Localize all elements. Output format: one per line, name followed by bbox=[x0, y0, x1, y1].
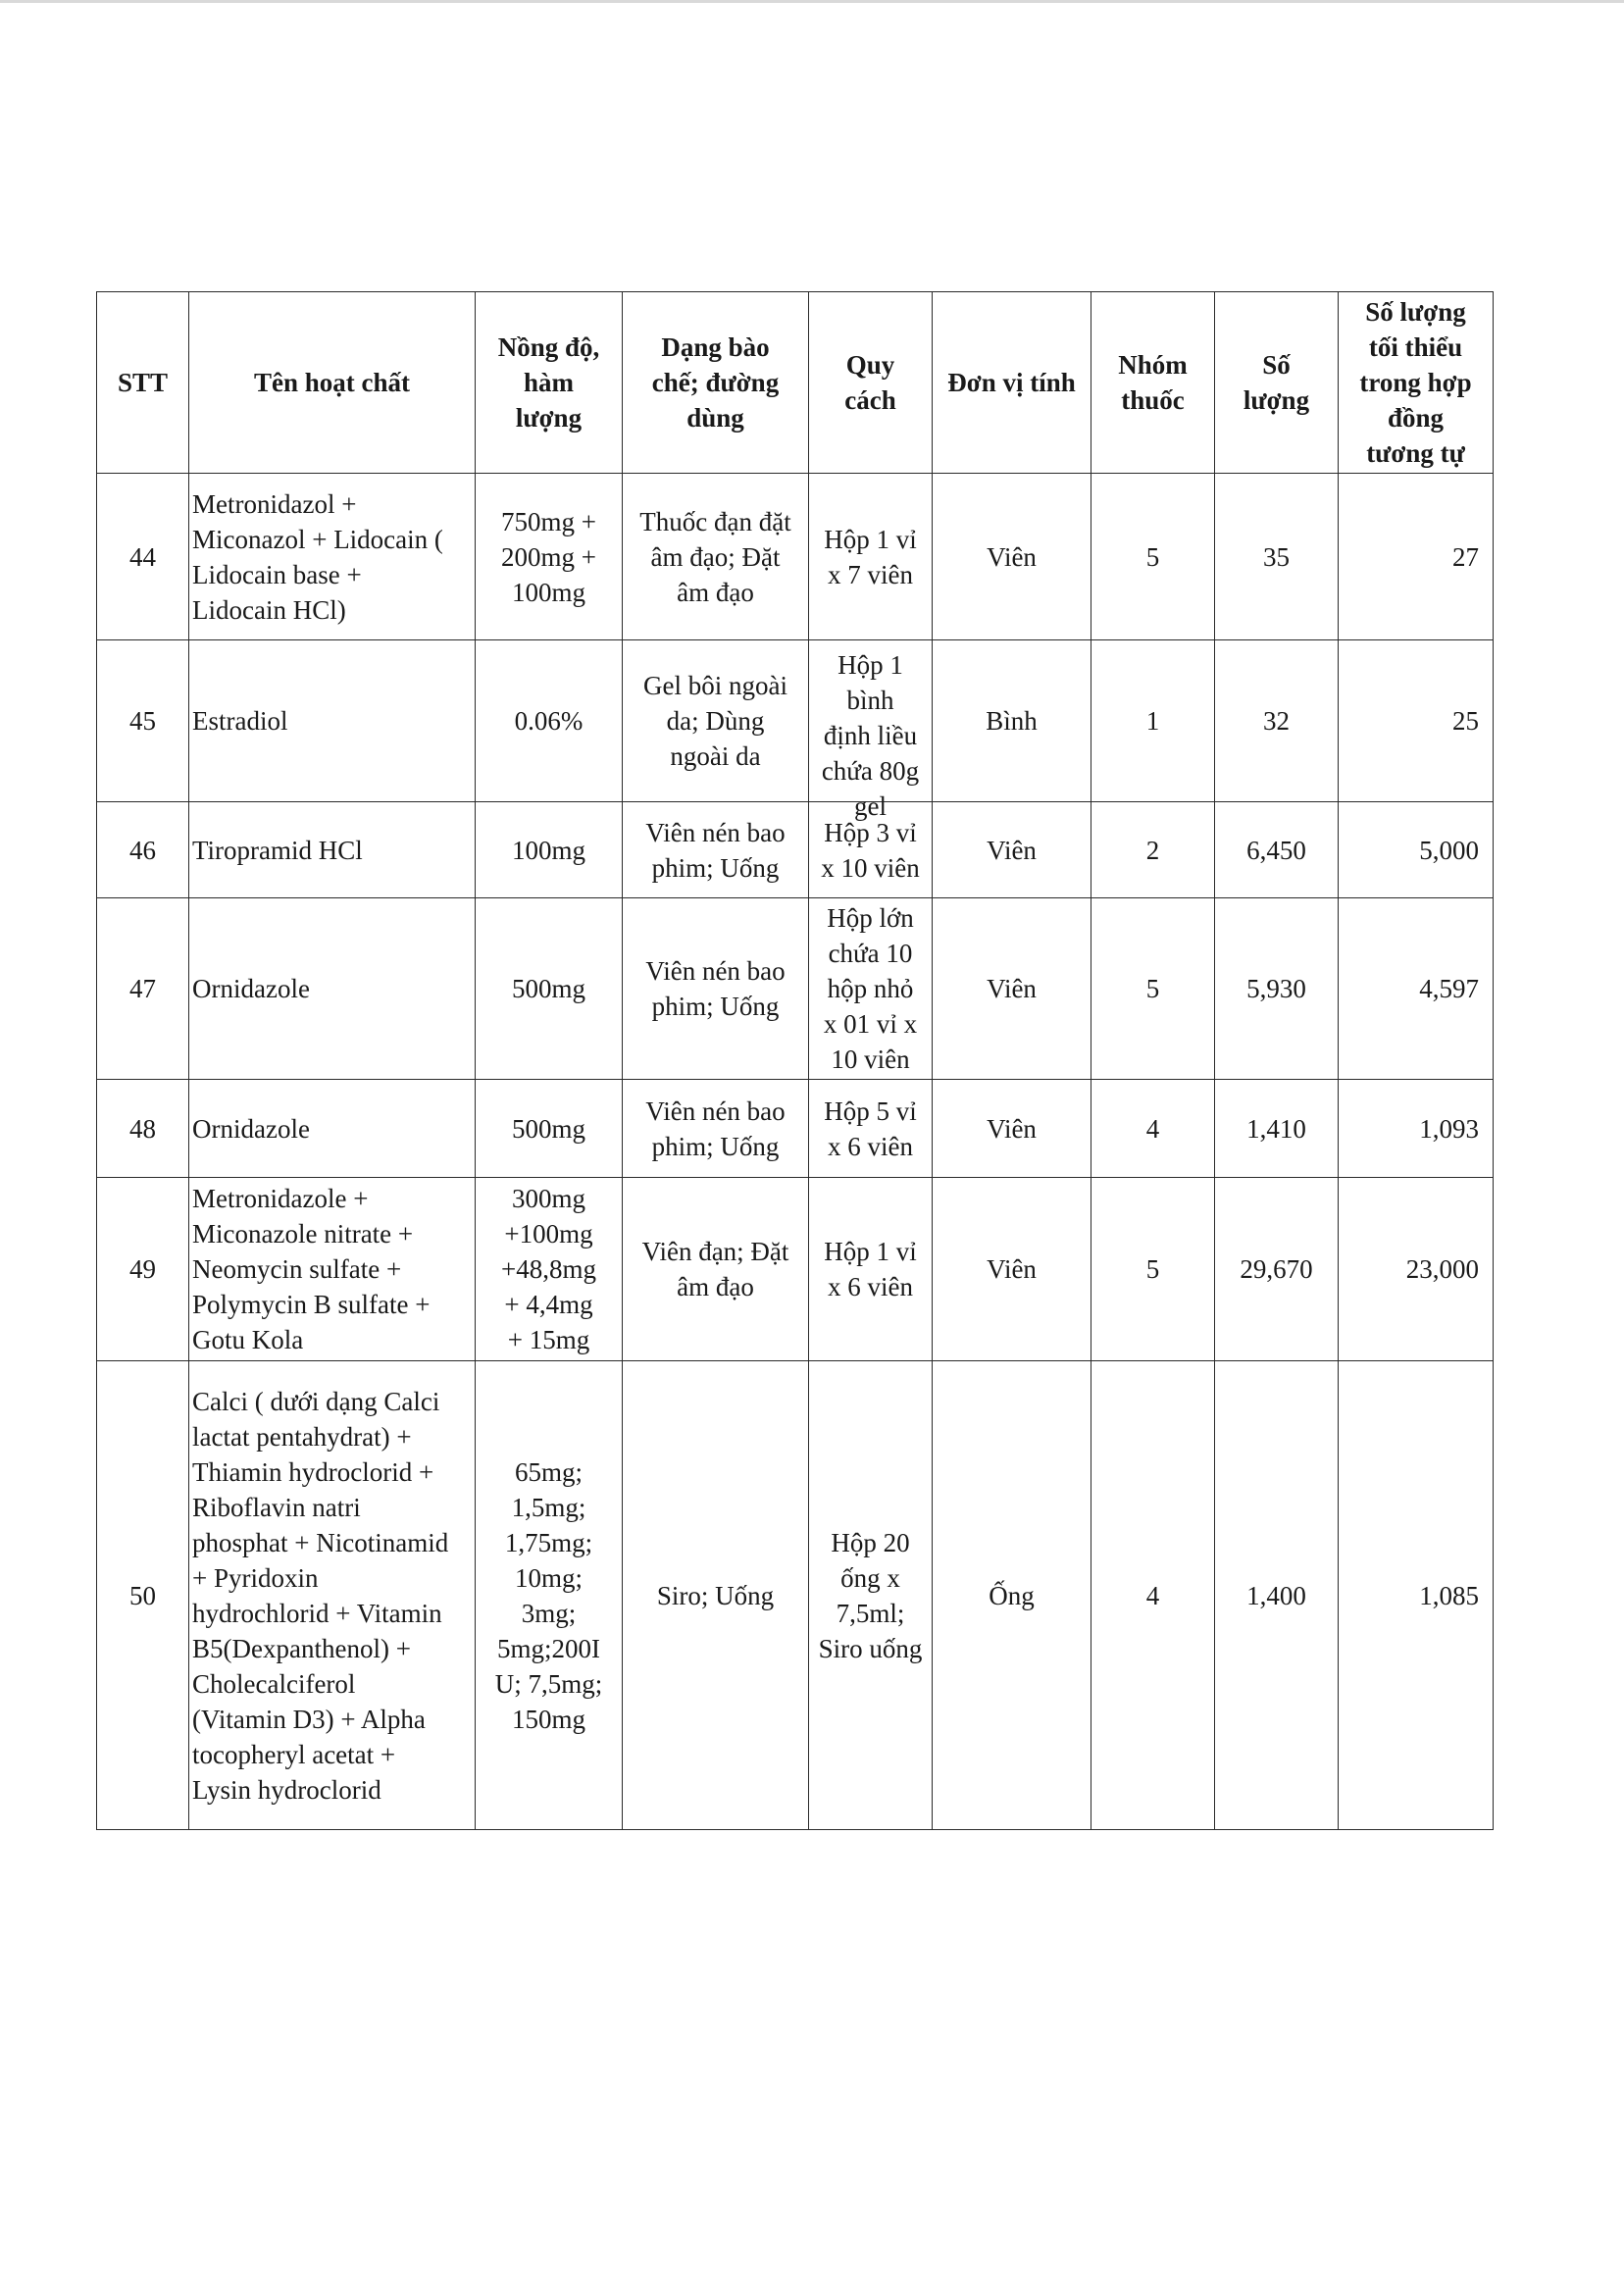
cell-ten-hoat-chat bbox=[189, 640, 476, 802]
cell-stt-text: 46 bbox=[129, 835, 156, 865]
cell-so-luong-toi-thieu bbox=[1339, 640, 1494, 802]
cell-ten-hoat-chat bbox=[189, 474, 476, 640]
cell-so-luong bbox=[1215, 1178, 1339, 1361]
header-don-vi-tinh: Đơn vị tính bbox=[933, 292, 1091, 474]
cell-nong-do bbox=[476, 474, 623, 640]
cell-dang-bao-che bbox=[623, 1080, 809, 1178]
cell-don-vi-tinh-text: Bình bbox=[986, 706, 1038, 736]
cell-don-vi-tinh bbox=[933, 640, 1091, 802]
cell-don-vi-tinh-text: Viên bbox=[987, 541, 1037, 572]
cell-nong-do-text: 0.06% bbox=[514, 706, 584, 736]
cell-ten-hoat-chat-text: Metronidazol + Miconazol + Lidocain ( Lidocain base + Lidocain HCl) bbox=[192, 488, 443, 625]
cell-so-luong-text: 1,400 bbox=[1246, 1580, 1306, 1610]
cell-stt-text: 45 bbox=[129, 706, 156, 736]
table-row bbox=[97, 640, 1494, 802]
cell-so-luong-toi-thieu-text: 27 bbox=[1452, 541, 1479, 572]
cell-stt-text: 49 bbox=[129, 1254, 156, 1284]
cell-ten-hoat-chat-text: Ornidazole bbox=[192, 1113, 310, 1144]
cell-dang-bao-che-text: Gel bôi ngoài da; Dùng ngoài da bbox=[643, 671, 787, 771]
cell-so-luong bbox=[1215, 802, 1339, 898]
cell-stt bbox=[97, 640, 189, 802]
cell-dang-bao-che-text: Viên nén bao phim; Uống bbox=[645, 956, 786, 1021]
scan-edge-line bbox=[0, 0, 1624, 3]
cell-quy-cach-text: Hộp 5 vỉ x 6 viên bbox=[824, 1096, 917, 1161]
cell-so-luong-toi-thieu bbox=[1339, 1361, 1494, 1830]
cell-nong-do bbox=[476, 640, 623, 802]
cell-nong-do bbox=[476, 802, 623, 898]
cell-dang-bao-che-text: Thuốc đạn đặt âm đạo; Đặt âm đạo bbox=[639, 506, 791, 607]
cell-so-luong-toi-thieu-text: 5,000 bbox=[1419, 835, 1479, 865]
header-ten-hoat-chat: Tên hoạt chất bbox=[189, 292, 476, 474]
cell-don-vi-tinh bbox=[933, 1361, 1091, 1830]
table-row bbox=[97, 802, 1494, 898]
cell-ten-hoat-chat bbox=[189, 802, 476, 898]
cell-don-vi-tinh-text: Viên bbox=[987, 974, 1037, 1003]
cell-nhom-thuoc-text: 2 bbox=[1145, 835, 1160, 865]
header-quy-cach: Quy cách bbox=[809, 292, 933, 474]
cell-don-vi-tinh bbox=[933, 802, 1091, 898]
cell-quy-cach bbox=[809, 802, 933, 898]
cell-ten-hoat-chat bbox=[189, 1080, 476, 1178]
cell-nhom-thuoc bbox=[1091, 474, 1215, 640]
cell-quy-cach-text: Hộp 1 vỉ x 6 viên bbox=[824, 1237, 917, 1301]
cell-stt bbox=[97, 1080, 189, 1178]
cell-nhom-thuoc-text: 5 bbox=[1145, 1254, 1160, 1284]
cell-quy-cach bbox=[809, 474, 933, 640]
cell-nhom-thuoc bbox=[1091, 1361, 1215, 1830]
cell-nong-do bbox=[476, 898, 623, 1080]
cell-ten-hoat-chat bbox=[189, 898, 476, 1080]
cell-quy-cach-text: Hộp 1 vỉ x 7 viên bbox=[824, 524, 917, 589]
cell-nhom-thuoc bbox=[1091, 802, 1215, 898]
cell-ten-hoat-chat bbox=[189, 1361, 476, 1830]
header-stt: STT bbox=[97, 292, 189, 474]
cell-quy-cach-text: Hộp 3 vỉ x 10 viên bbox=[821, 817, 920, 883]
cell-dang-bao-che bbox=[623, 898, 809, 1080]
cell-nhom-thuoc bbox=[1091, 1080, 1215, 1178]
drug-list-table-container bbox=[96, 291, 1493, 1830]
cell-so-luong-text: 35 bbox=[1263, 541, 1290, 572]
cell-ten-hoat-chat-text: Metronidazole + Miconazole nitrate + Neomycin sulfate + Polymycin B sulfate + Gotu Kola bbox=[192, 1184, 431, 1354]
table-row bbox=[97, 898, 1494, 1080]
cell-nhom-thuoc bbox=[1091, 640, 1215, 802]
cell-nhom-thuoc bbox=[1091, 1178, 1215, 1361]
cell-quy-cach-text: Hộp 20 ống x 7,5ml; Siro uống bbox=[818, 1527, 923, 1663]
cell-so-luong-toi-thieu bbox=[1339, 802, 1494, 898]
cell-dang-bao-che-text: Viên nén bao phim; Uống bbox=[645, 1096, 786, 1161]
cell-so-luong-toi-thieu-text: 25 bbox=[1452, 706, 1479, 736]
cell-nong-do-text: 750mg + 200mg + 100mg bbox=[501, 506, 596, 607]
table-row bbox=[97, 1178, 1494, 1361]
table-header-row bbox=[97, 292, 1494, 474]
cell-quy-cach bbox=[809, 640, 933, 821]
cell-nong-do-text: 500mg bbox=[511, 974, 585, 1003]
cell-nhom-thuoc-text: 1 bbox=[1145, 706, 1160, 736]
cell-don-vi-tinh-text: Viên bbox=[987, 1254, 1037, 1284]
cell-so-luong-toi-thieu bbox=[1339, 1178, 1494, 1361]
cell-so-luong-text: 32 bbox=[1263, 706, 1290, 736]
cell-quy-cach-text: Hộp 1 bình định liều chứa 80g gel bbox=[821, 650, 920, 821]
cell-nhom-thuoc-text: 4 bbox=[1145, 1580, 1160, 1610]
header-nong-do: Nồng độ, hàm lượng bbox=[476, 292, 623, 474]
cell-so-luong bbox=[1215, 1361, 1339, 1830]
cell-so-luong bbox=[1215, 474, 1339, 640]
cell-nong-do-text: 300mg +100mg +48,8mg + 4,4mg + 15mg bbox=[501, 1184, 596, 1354]
cell-ten-hoat-chat-text: Ornidazole bbox=[192, 974, 310, 1003]
table-row bbox=[97, 1361, 1494, 1830]
cell-nhom-thuoc bbox=[1091, 898, 1215, 1080]
cell-dang-bao-che-text: Viên đạn; Đặt âm đạo bbox=[641, 1237, 789, 1301]
cell-ten-hoat-chat-text: Calci ( dưới dạng Calci lactat pentahydrat) + Thiamin hydroclorid + Riboflavin natri phosphat + Nicotinamid + Pyridoxin hydrochlorid + Vitamin B5(Dexpanthenol) + Cholecalciferol (Vitamin D3) + Alpha tocopheryl acetat + Lysin hydroclorid bbox=[192, 1386, 449, 1805]
cell-nong-do-text: 100mg bbox=[511, 835, 585, 865]
cell-nhom-thuoc-text: 5 bbox=[1145, 974, 1160, 1003]
cell-don-vi-tinh-text: Ống bbox=[989, 1580, 1035, 1610]
header-so-luong: Số lượng bbox=[1215, 292, 1339, 474]
header-nhom-thuoc: Nhóm thuốc bbox=[1091, 292, 1215, 474]
cell-dang-bao-che bbox=[623, 802, 809, 898]
cell-don-vi-tinh bbox=[933, 1178, 1091, 1361]
cell-so-luong-toi-thieu bbox=[1339, 474, 1494, 640]
cell-so-luong-text: 29,670 bbox=[1240, 1254, 1313, 1284]
cell-so-luong-text: 5,930 bbox=[1246, 974, 1306, 1003]
cell-stt bbox=[97, 802, 189, 898]
cell-dang-bao-che bbox=[623, 640, 809, 802]
cell-stt bbox=[97, 474, 189, 640]
cell-stt bbox=[97, 898, 189, 1080]
table-row bbox=[97, 474, 1494, 640]
table-body bbox=[97, 474, 1494, 1830]
cell-stt-text: 44 bbox=[129, 541, 156, 572]
cell-so-luong-toi-thieu-text: 1,093 bbox=[1419, 1113, 1479, 1144]
cell-dang-bao-che bbox=[623, 1361, 809, 1830]
cell-quy-cach bbox=[809, 1178, 933, 1361]
cell-stt bbox=[97, 1361, 189, 1830]
table-row bbox=[97, 1080, 1494, 1178]
cell-quy-cach bbox=[809, 1080, 933, 1178]
cell-so-luong-text: 1,410 bbox=[1246, 1113, 1306, 1144]
cell-so-luong bbox=[1215, 898, 1339, 1080]
cell-dang-bao-che-text: Viên nén bao phim; Uống bbox=[645, 817, 786, 883]
cell-so-luong-toi-thieu bbox=[1339, 898, 1494, 1080]
cell-nong-do-text: 500mg bbox=[511, 1113, 585, 1144]
cell-so-luong-toi-thieu-text: 1,085 bbox=[1419, 1580, 1479, 1610]
cell-nong-do bbox=[476, 1178, 623, 1361]
cell-nong-do bbox=[476, 1361, 623, 1830]
cell-so-luong-toi-thieu-text: 4,597 bbox=[1419, 974, 1479, 1003]
header-so-luong-toi-thieu: Số lượng tối thiểu trong hợp đồng tương tự bbox=[1339, 292, 1494, 474]
cell-ten-hoat-chat-text: Tiropramid HCl bbox=[192, 835, 363, 865]
cell-quy-cach bbox=[809, 1361, 933, 1830]
header-dang-bao-che: Dạng bào chế; đường dùng bbox=[623, 292, 809, 474]
cell-dang-bao-che bbox=[623, 1178, 809, 1361]
cell-quy-cach bbox=[809, 898, 933, 1080]
cell-dang-bao-che bbox=[623, 474, 809, 640]
cell-don-vi-tinh bbox=[933, 1080, 1091, 1178]
cell-nong-do bbox=[476, 1080, 623, 1178]
cell-don-vi-tinh-text: Viên bbox=[987, 835, 1037, 865]
cell-quy-cach-clip bbox=[813, 647, 928, 821]
cell-so-luong bbox=[1215, 1080, 1339, 1178]
cell-so-luong-text: 6,450 bbox=[1246, 835, 1306, 865]
cell-so-luong-toi-thieu bbox=[1339, 1080, 1494, 1178]
cell-nhom-thuoc-text: 4 bbox=[1145, 1113, 1160, 1144]
cell-so-luong bbox=[1215, 640, 1339, 802]
cell-don-vi-tinh-text: Viên bbox=[987, 1113, 1037, 1144]
cell-dang-bao-che-text: Siro; Uống bbox=[656, 1580, 775, 1610]
cell-stt-text: 47 bbox=[129, 974, 156, 1003]
cell-nong-do-text: 65mg; 1,5mg; 1,75mg; 10mg; 3mg; 5mg;200I U; 7,5mg; 150mg bbox=[494, 1456, 603, 1734]
cell-ten-hoat-chat-text: Estradiol bbox=[192, 706, 288, 736]
drug-list-table bbox=[96, 291, 1494, 1830]
cell-stt-text: 48 bbox=[129, 1113, 156, 1144]
cell-ten-hoat-chat bbox=[189, 1178, 476, 1361]
cell-quy-cach-text: Hộp lớn chứa 10 hộp nhỏ x 01 vỉ x 10 viên bbox=[823, 903, 918, 1074]
cell-stt bbox=[97, 1178, 189, 1361]
cell-don-vi-tinh bbox=[933, 898, 1091, 1080]
cell-stt-text: 50 bbox=[129, 1580, 156, 1610]
cell-nhom-thuoc-text: 5 bbox=[1145, 541, 1160, 572]
cell-don-vi-tinh bbox=[933, 474, 1091, 640]
cell-so-luong-toi-thieu-text: 23,000 bbox=[1405, 1254, 1479, 1284]
